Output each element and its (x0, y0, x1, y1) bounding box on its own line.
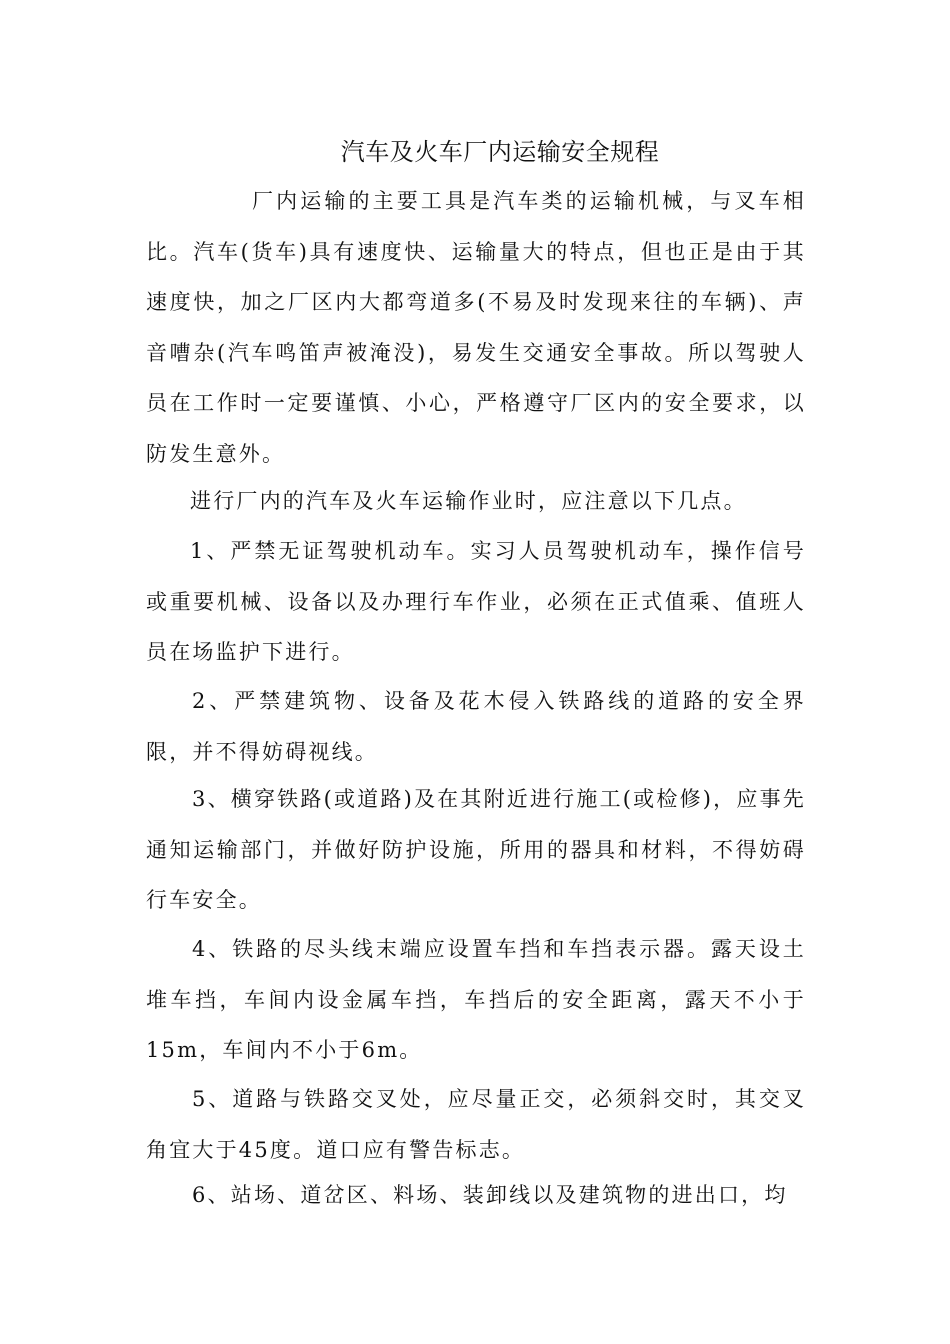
paragraph-item-1: 1、严禁无证驾驶机动车。实习人员驾驶机动车，操作信号或重要机械、设备以及办理行车作业，必须在正式值乘、值班人员在场监护下进行。 (146, 539, 806, 664)
paragraph-lead: 进行厂内的汽车及火车运输作业时，应注意以下几点。 (190, 489, 747, 513)
paragraph-item-4: 4、铁路的尽头线末端应设置车挡和车挡表示器。露天设土堆车挡，车间内设金属车挡，车挡后的安全距离，露天不小于15m，车间内不小于6m。 (146, 937, 806, 1062)
paragraph-item-2: 2、严禁建筑物、设备及花木侵入铁路线的道路的安全界限，并不得妨碍视线。 (146, 689, 806, 764)
paragraph-item-5: 5、道路与铁路交叉处，应尽量正交，必须斜交时，其交叉角宜大于45度。道口应有警告标志。 (146, 1087, 806, 1162)
document-title: 汽车及火车厂内运输安全规程 (340, 138, 660, 166)
paragraph-item-3: 3、横穿铁路(或道路)及在其附近进行施工(或检修)，应事先通知运输部门，并做好防护设施，所用的器具和材料，不得妨碍行车安全。 (146, 787, 806, 912)
paragraph-item-6: 6、站场、道岔区、料场、装卸线以及建筑物的进出口，均 (192, 1183, 788, 1207)
paragraph-intro: 厂内运输的主要工具是汽车类的运输机械，与叉车相比。汽车(货车)具有速度快、运输量大的特点，但也正是由于其速度快，加之厂区内大都弯道多(不易及时发现来往的车辆)、声音嘈杂(汽车鸣笛声被淹没)，易发生交通安全事故。所以驾驶人员在工作时一定要谨慎、小心，严格遵守厂区内的安全要求，以防发生意外。 (146, 189, 806, 466)
